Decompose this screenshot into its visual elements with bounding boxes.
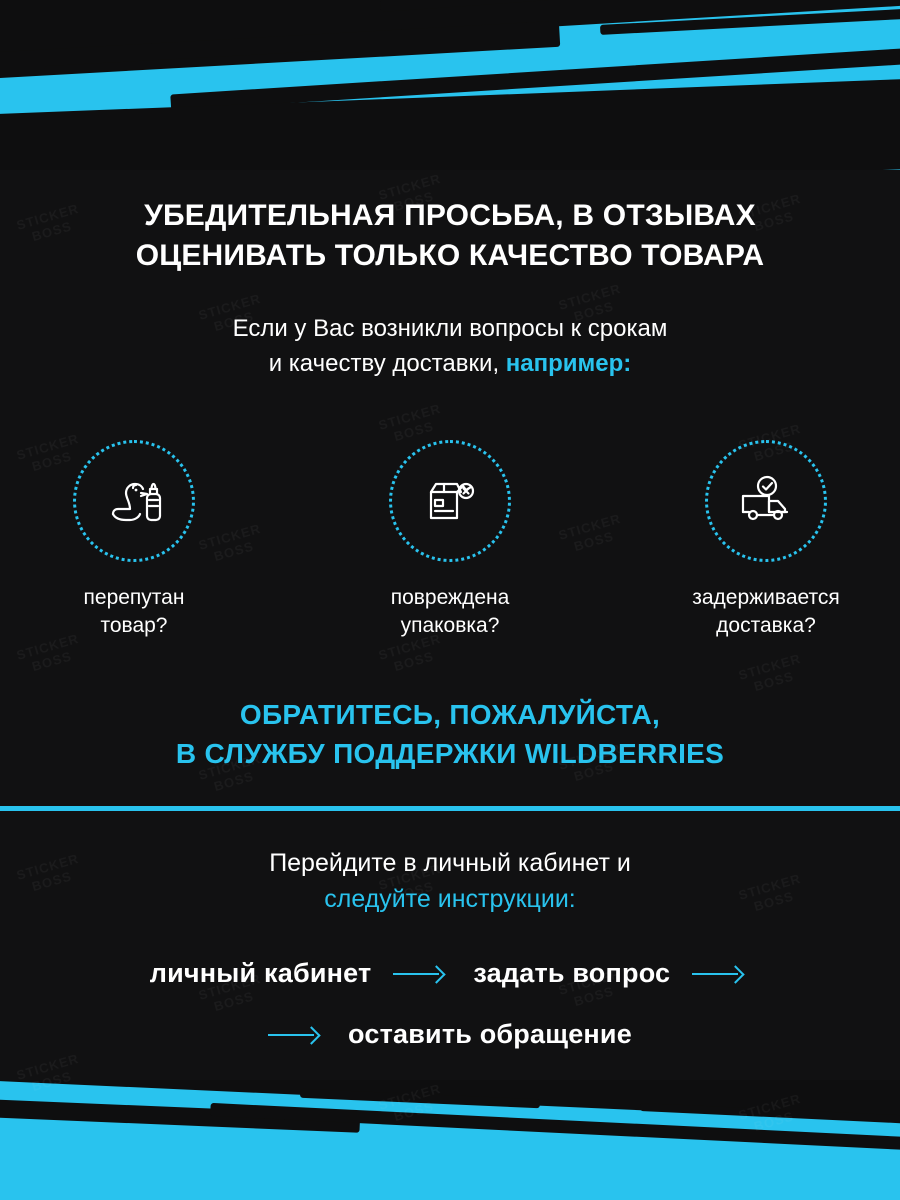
page-title [0, 196, 900, 276]
instruction-steps [0, 958, 900, 1050]
issue-label [692, 584, 840, 641]
icon-circle [73, 440, 195, 562]
subheading-line-2-accent: например: [505, 349, 632, 377]
headline-line-1: УБЕДИТЕЛЬНАЯ ПРОСЬБА, В ОТЗЫВАХ [144, 199, 756, 232]
cta-line-1: ОБРАТИТЕСЬ, ПОЖАЛУЙСТА, [239, 699, 661, 730]
issue-item-damaged-package [350, 440, 550, 641]
issue-label-line-2: упаковка? [400, 614, 500, 638]
issue-label-line-1: задерживается [692, 586, 840, 609]
arrow-right-icon [393, 965, 451, 983]
issue-item-wrong-product [34, 440, 234, 641]
steps-row-first [0, 958, 900, 989]
step-leave-request: оставить обращение [348, 1019, 632, 1049]
support-cta [0, 696, 900, 773]
issue-label [391, 584, 510, 641]
subheading [0, 312, 900, 382]
steps-row-second [0, 1019, 900, 1050]
headline-line-2: ОЦЕНИВАТЬ ТОЛЬКО КАЧЕСТВО ТОВАРА [135, 238, 765, 272]
section-divider [0, 806, 900, 811]
issue-icons-row [0, 440, 900, 641]
baby-bottle-icon [103, 470, 165, 532]
step-personal-account: личный кабинет [149, 958, 372, 988]
arrow-right-icon [268, 1026, 326, 1044]
subheading-line-2-plain: и качеству доставки, [268, 349, 506, 377]
instructions-lead-line-1: Перейдите в личный кабинет и [269, 849, 631, 877]
issue-label-line-1: перепутан [83, 586, 185, 609]
damaged-package-icon [419, 470, 481, 532]
subheading-line-1: Если у Вас возникли вопросы к срокам [232, 315, 668, 342]
icon-circle [705, 440, 827, 562]
delivery-truck-icon [735, 470, 797, 532]
instructions-lead [0, 845, 900, 918]
issue-label-line-2: товар? [100, 614, 168, 638]
issue-label [84, 584, 185, 641]
icon-circle [389, 440, 511, 562]
instructions-lead-line-2: следуйте инструкции: [324, 885, 576, 914]
step-ask-question: задать вопрос [473, 958, 671, 988]
issue-item-delayed-delivery [666, 440, 866, 641]
issue-label-line-1: повреждена [390, 586, 510, 609]
subheading-line-2 [90, 347, 810, 382]
issue-label-line-2: доставка? [716, 614, 816, 638]
arrow-right-icon [692, 965, 750, 983]
cta-line-2: В СЛУЖБУ ПОДДЕРЖКИ WILDBERRIES [175, 737, 725, 769]
